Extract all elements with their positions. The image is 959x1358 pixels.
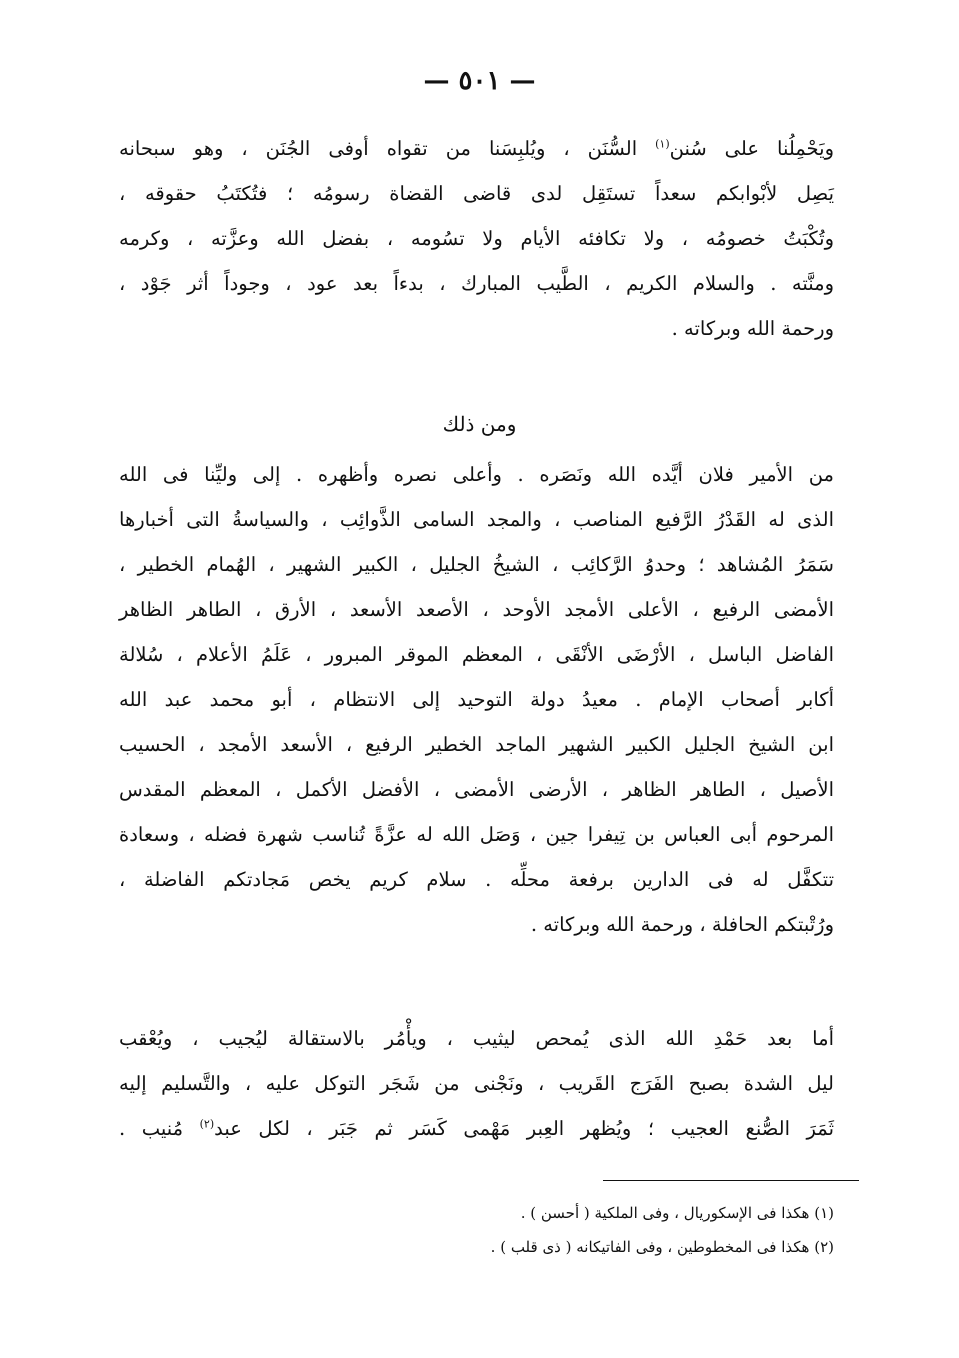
paragraph-line: ورُتْبتكم الحافلة ، ورحمة الله وبركاته . [530,913,834,936]
footnote-divider [603,1180,859,1181]
paragraph-line: ابن الشيخ الجليل الكبير الشهير الماجد الخطير الرفيع ، الأسعد الأمجد ، الحسيب [119,733,834,756]
paragraph-line: يَصِل لأبْوابكم سعداً تستَقِل لدى قاضى القضاة رسومُه ؛ فتُكتَبُ حقوقه ، [119,182,834,205]
section-heading: ومن ذلك [442,412,517,436]
page-number: — ٥٠١ — [423,66,536,96]
paragraph-line: من الأمير فلان أيَّده الله ونَصَره . وأعلى نصره وأظهره . إلى وليِّنا فى الله [119,463,834,486]
paragraph-line: ليل الشدة بصبح الفَرَج القَريب ، ونَجْنى من شَجَر التوكل عليه ، والتَّسليم إليه [119,1072,834,1095]
footnote-marker: (٢) [199,1117,215,1131]
paragraph-line: الأمضى الرفيع ، الأعلى الأمجد الأوحد ، الأصعد الأسعد ، الأرق ، الطاهر الظاهر [119,598,834,621]
paragraph-line: الفاضل الباسل ، الأرْضَى الأنْقَى ، المعظم الموقر المبرور ، عَلَمُ الأعلام ، سُلالة [119,643,834,666]
paragraph-3 [119,1016,834,1151]
paragraph-line: المرحوم أبى العباس بن تِيفرا جين ، وَصَل الله له عزَّةً تُناسب شهرة فضله ، وسعادة [119,823,834,846]
paragraph-line: تتكفَّل له فى الدارين برفعة محلِّه . سلام كريم يخص مَجادتكم الفاضلة ، [119,868,834,891]
paragraph-1 [119,126,834,351]
paragraph-line: أما بعد حَمْدِ الله الذى يُمحص ليثيب ، ويأْمُر بالاستقالة ليُجيب ، ويُعْقب [119,1027,834,1050]
paragraph-2 [119,452,834,947]
paragraph-line: ومنَّته . والسلام الكريم ، الطَّيب المبارك ، بدءاً بعد عود ، وجوداً أثر جَوْد ، [119,272,834,295]
paragraph-line: ورحمة الله وبركاته . [671,317,834,340]
paragraph-line: ويَحْمِلُنا على سُنن$^{(١)}$ السُّنَن ، ويُلبِسَنا من تقواه أوفى الجُنَن ، وهو سبحانه [119,137,834,160]
footnote: (٢) هكذا فى المخطوطين ، وفى الفاتيكانه ( ذى قلب ) . [490,1238,834,1256]
footnotes [119,1196,834,1264]
paragraph-line: وتُكْبَتُ خصومُه ، ولا تكافئه الأيام ولا تسُومه ، بفضل الله وعزَّته ، وكرمه [119,227,834,250]
paragraph-line: ثَمَرَ الصُّنع العجيب ؛ ويُظهر العِبر مَهْمى كَسَر ثم جَبَر ، لكل عبد$^{(٢)}$ مُنيب . [119,1117,834,1140]
paragraph-line: سَمَرُ المُشاهد ؛ وحدوُ الرَّكائِب ، الشيخُ الجليل ، الكبير الشهير ، الهُمام الخطير ، [119,553,834,576]
paragraph-line: الأصيل ، الطاهر الظاهر ، الأرضى الأمضى ، الأفضل الأكمل ، المعظم المقدس [119,778,834,801]
paragraph-line: أكابر أصحاب الإمام . معيدُ دولة التوحيد إلى الانتظام ، أبو محمد عبد الله [119,688,834,711]
footnote-marker: (١) [655,137,670,151]
paragraph-line: الذى له القَدْرُ الرَّفيع المناصب ، والمجد السامى الذَّوائِب ، والسياسةُ التى أخبارها [119,508,834,531]
footnote: (١) هكذا فى الإسكوريال ، وفى الملكية ( أحسن ) . [520,1204,834,1222]
